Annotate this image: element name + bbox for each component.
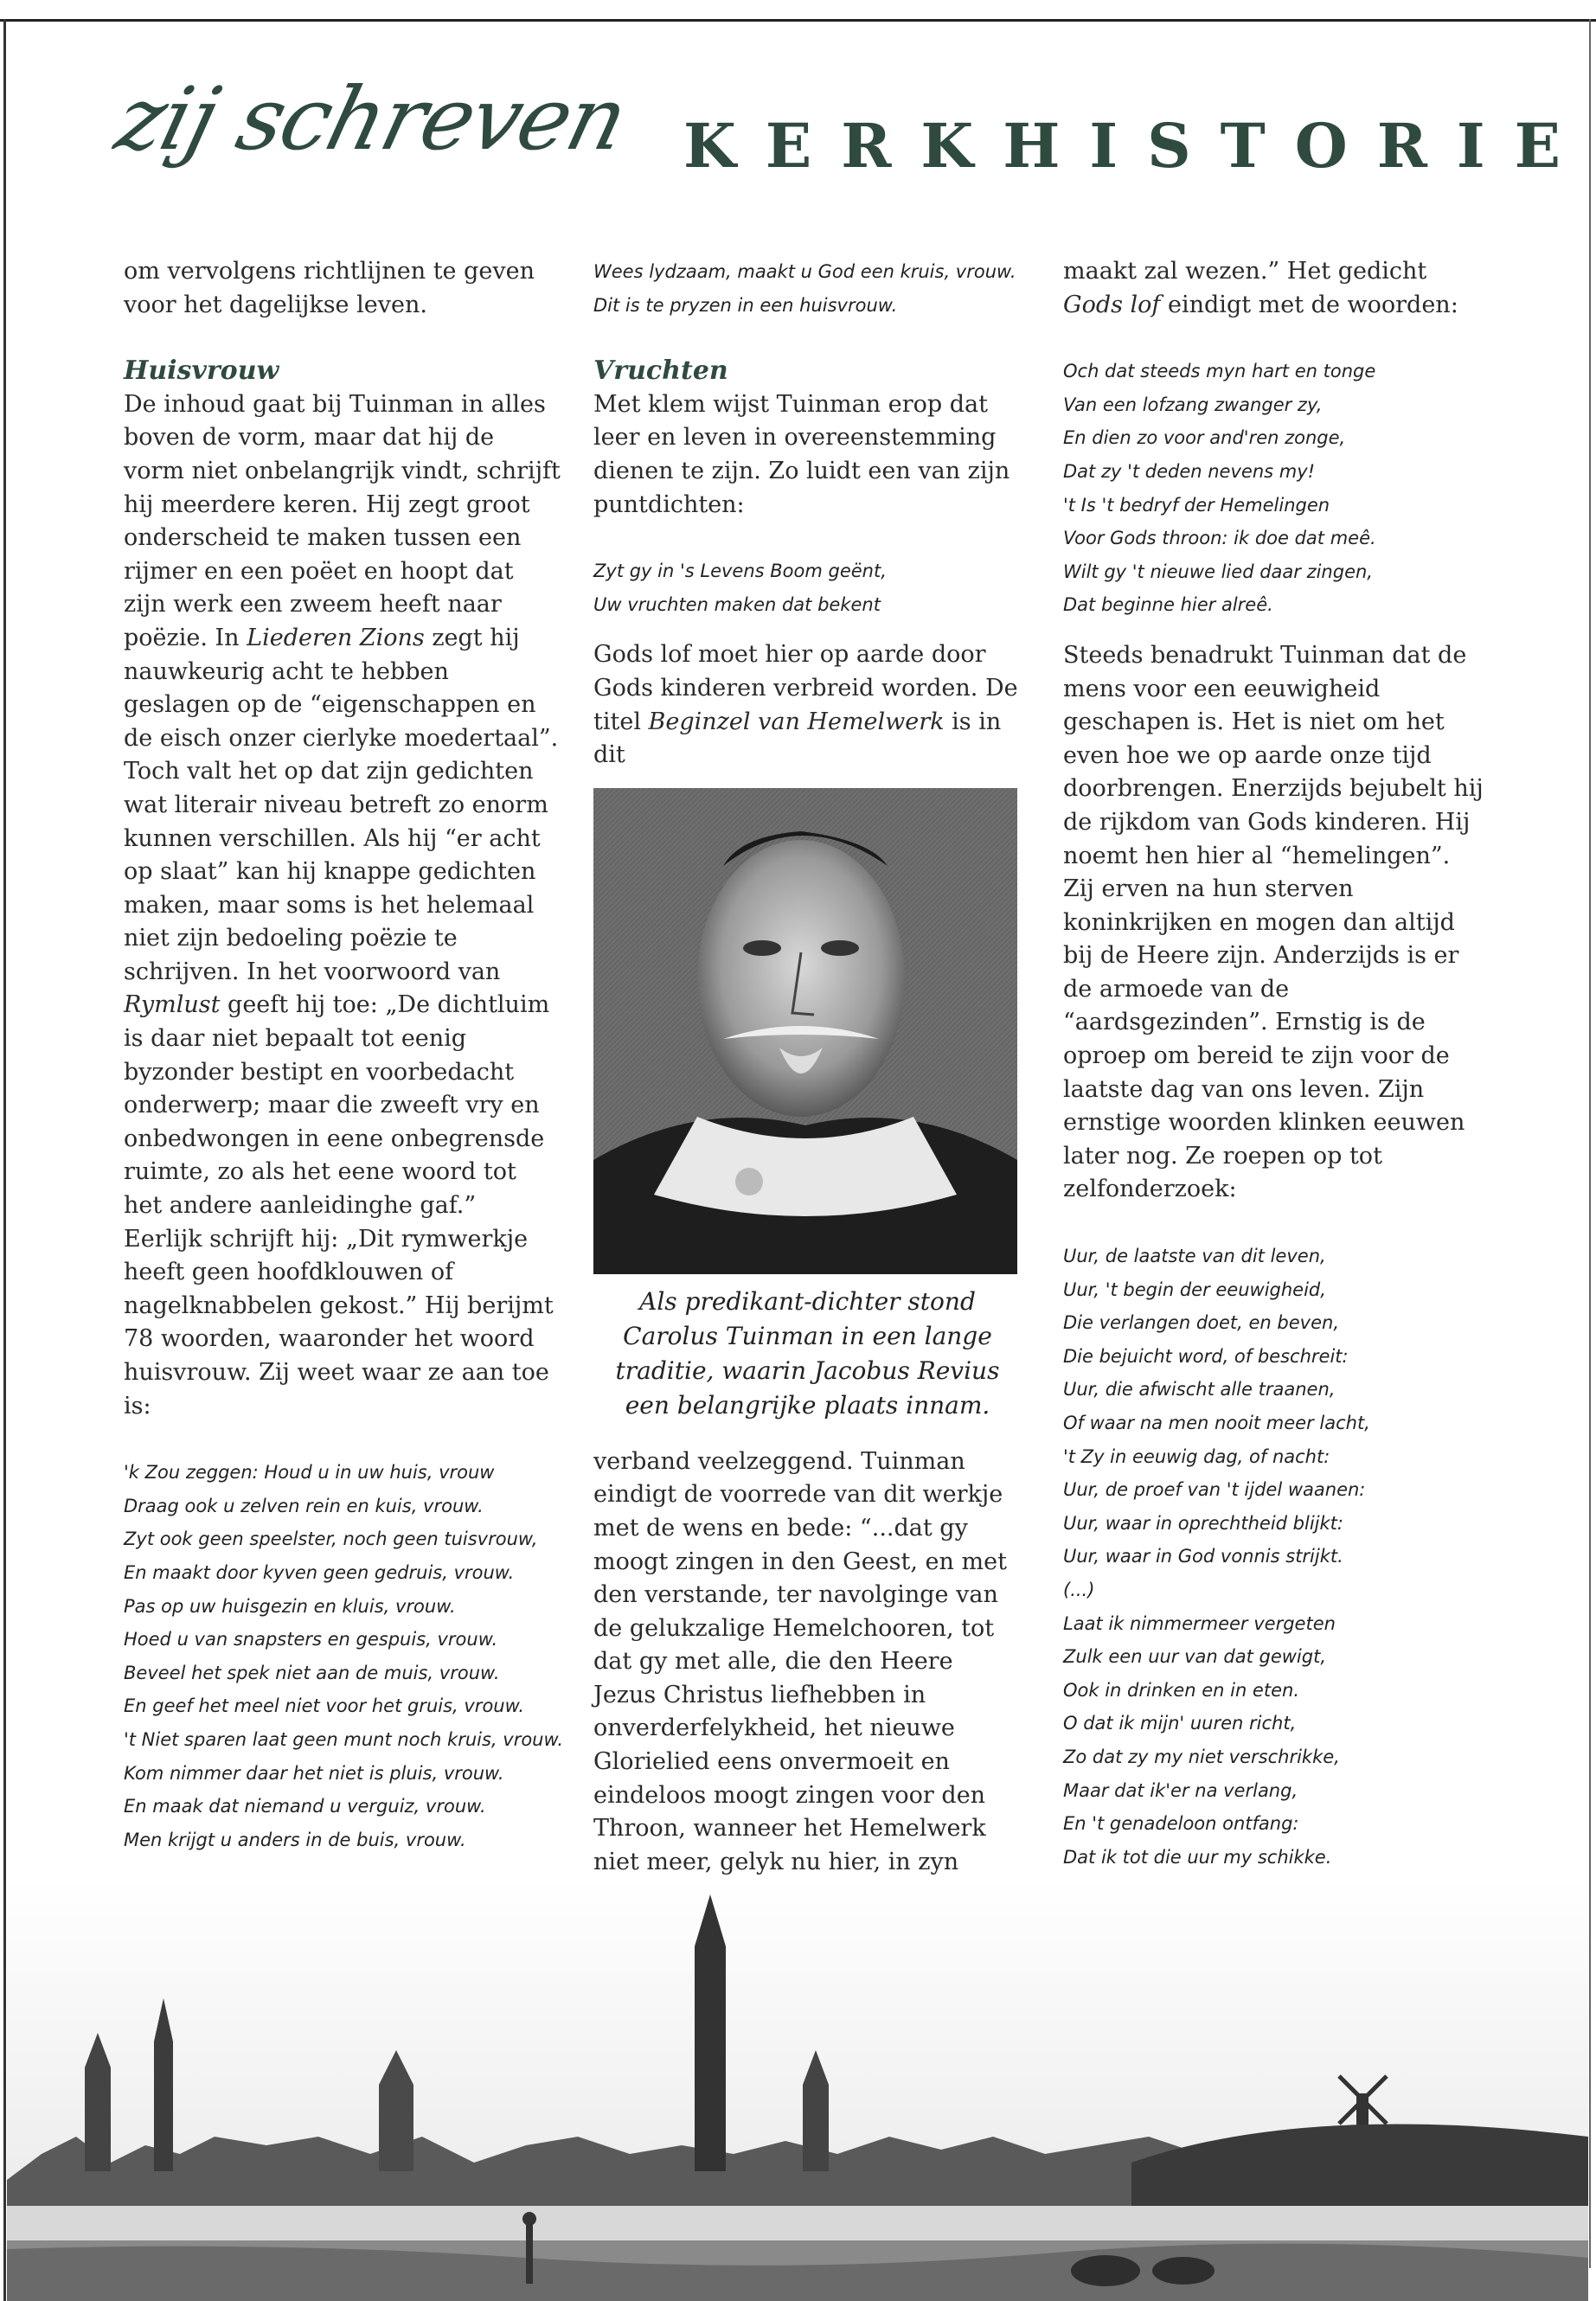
verse-line: Dat zy 't deden nevens my! <box>1063 460 1316 482</box>
verse-line: Die bejuicht word, of beschreit: <box>1063 1345 1349 1367</box>
verse-line: En maak dat niemand u verguiz, vrouw. <box>124 1796 486 1817</box>
verse-line: En 't genadeloon ontfang: <box>1063 1813 1299 1835</box>
paragraph: verband veelzeggend. Tuinman eindigt de voorrede van dit werkje met de wens en bede: “...dat gy moogt zingen in den Geest, en met den verstande, ter navolginge van de gelukzalige Hemelchooren, tot dat gy met alle, die den Heere Jezus Christus liefhebben in onverderfelykheid, het nieuwe Glorielied eens onvermoeit en eindeloos moogt zingen voor den Throon, wanneer het Hemelwerk niet meer, gelyk nu hier, in zyn <box>593 1447 1007 1875</box>
verse-line: Beveel het spek niet aan de muis, vrouw. <box>124 1662 500 1683</box>
verse-line: Men krijgt u anders in de buis, vrouw. <box>124 1829 466 1850</box>
verse-line: Ook in drinken en in eten. <box>1063 1679 1299 1701</box>
verse-line: Dat beginne hier alreê. <box>1063 594 1273 616</box>
verse-line: Wilt gy 't nieuwe lied daar zingen, <box>1063 561 1373 582</box>
verse-line: Kom nimmer daar het niet is pluis, vrouw. <box>124 1762 504 1784</box>
verse-line: Draag ook u zelven rein en kuis, vrouw. <box>124 1495 484 1516</box>
verse-line: Uur, de proef van 't ijdel waanen: <box>1063 1479 1366 1501</box>
portrait-image <box>593 788 1017 1274</box>
verse-line: Die verlangen doet, en beven, <box>1063 1312 1339 1334</box>
verse-line: Zyt ook geen speelster, noch geen tuisvrouw, <box>124 1529 538 1550</box>
paragraph: Toch valt het op dat zijn gedichten wat literair niveau betreft zo enorm kunnen verschillen. Als hij “er acht op slaat” kan hij knappe gedichten maken, maar soms is het helemaal niet zijn bedoeling poëzie te schrijven. In het voorwoord van Rymlust geeft hij toe: „De dichtluim is daar niet bepaalt tot eenig byzonder bestipt en voorbedacht onderwerp; maar die zweeft vry en onbedwongen in eene onbegrensde ruimte, zo als het eene woord tot het andere aanleidinghe gaf.” <box>124 758 550 1220</box>
verse-line: Uur, 't begin der eeuwigheid, <box>1063 1279 1326 1300</box>
left-border <box>3 19 6 2301</box>
paragraph: De inhoud gaat bij Tuinman in alles boven de vorm, maar dat hij de vorm niet onbelangrijk vindt, schrijft hij meerdere keren. Hij zegt groot onderscheid te maken tussen een rijmer en een poëet en hoopt dat zijn werk een zweem heeft naar poëzie. In Liederen Zions zegt hij nauwkeurig acht te hebben geslagen op de “eigenschappen en de eisch onzer cierlyke moedertaal”. <box>124 390 561 752</box>
portrait-engraving <box>593 788 1017 1274</box>
verse-line: Hoed u van snapsters en gespuis, vrouw. <box>124 1629 498 1650</box>
verse-line: 'k Zou zeggen: Houd u in uw huis, vrouw <box>124 1462 495 1484</box>
top-border <box>0 19 1596 22</box>
paragraph: Eerlijk schrijft hij: „Dit rymwerkje heeft geen hoofdklouwen of nagelknabbelen gekost.” Hij berijmt 78 woorden, waaronder het woord huisvrouw. Zij weet waar ze aan toe is: <box>124 1225 554 1420</box>
section-title: KERKHISTORIE <box>683 110 1590 182</box>
verse-line: Dat ik tot die uur my schikke. <box>1063 1846 1332 1868</box>
verse-line: Maar dat ik'er na verlang, <box>1063 1779 1298 1801</box>
verse-line: Uur, waar in oprechtheid blijkt: <box>1063 1512 1343 1534</box>
subheading-vruchten: Vruchten <box>593 356 728 387</box>
poem-continuation <box>593 255 1022 322</box>
poem-huisvrouw <box>124 1456 561 1856</box>
verse-line: Pas op uw huisgezin en kluis, vrouw. <box>124 1595 456 1617</box>
portrait-caption: Als predikant-dichter stond Carolus Tuinman in een lange traditie, waarin Jacobus Revius een belangrijke plaats innam. <box>615 1286 1000 1420</box>
verse-line: Laat ik nimmermeer vergeten <box>1063 1612 1336 1634</box>
intro-paragraph: om vervolgens richtlijnen te geven voor het dagelijkse leven. <box>124 258 535 318</box>
verse-line: Zyt gy in 's Levens Boom geënt, <box>593 561 887 582</box>
verse-line: Uur, die afwischt alle traanen, <box>1063 1379 1336 1400</box>
column-2 <box>593 255 1022 1913</box>
subheading-huisvrouw: Huisvrouw <box>124 356 279 387</box>
verse-line: En dien zo voor and'ren zonge, <box>1063 427 1346 449</box>
verse-line: 't Niet sparen laat geen munt noch kruis, vrouw. <box>124 1728 563 1750</box>
verse-line: En geef het meel niet voor het gruis, vrouw. <box>124 1695 525 1717</box>
verse-line: 't Zy in eeuwig dag, of nacht: <box>1063 1445 1330 1467</box>
paragraph: Gods lof moet hier op aarde door Gods kinderen verbreid worden. De titel Beginzel van Hemelwerk is in dit <box>593 641 1018 769</box>
verse-line: Uur, waar in God vonnis strijkt. <box>1063 1546 1343 1567</box>
verse-line: Uur, de laatste van dit leven, <box>1063 1246 1326 1267</box>
section-script-title: zij schreven <box>106 68 636 170</box>
verse-line: (...) <box>1063 1579 1095 1600</box>
verse-line: Voor Gods throon: ik doe dat meê. <box>1063 528 1376 549</box>
verse-line: Wees lydzaam, maakt u God een kruis, vrouw. <box>593 261 1016 282</box>
column-1 <box>124 255 561 1856</box>
verse-line: 't Is 't bedryf der Hemelingen <box>1063 494 1330 516</box>
verse-line: Van een lofzang zwanger zy, <box>1063 394 1323 415</box>
puntdicht <box>593 554 1022 621</box>
paragraph: Met klem wijst Tuinman erop dat leer en leven in overeenstemming dienen te zijn. Zo luidt een van zijn puntdichten: <box>593 390 1010 518</box>
verse-line: Och dat steeds myn hart en tonge <box>1063 361 1376 382</box>
poem-laatste-uur <box>1063 1240 1487 1940</box>
verse-line: Zo dat zy my niet verschrikke, <box>1063 1746 1340 1767</box>
verse-line: O dat ik mijn' uuren richt, <box>1063 1713 1297 1734</box>
verse-line: Dit is te pryzen in een huisvrouw. <box>593 294 898 316</box>
verse-line: Uw vruchten maken dat bekent <box>593 593 881 615</box>
verse-line: Zulk een uur van dat gewigt, <box>1063 1646 1327 1668</box>
paragraph: Steeds benadrukt Tuinman dat de mens voor een eeuwigheid geschapen is. Het is niet om het even hoe we op aarde onze tijd doorbrengen. Enerzijds bejubelt hij de rijkdom van Gods kinderen. Hij noemt hen hier al “hemelingen”. Zij erven na hun sterven koninkrijken en mogen dan altijd bij de Heere zijn. Anderzijds is er de armoede van de “aardsgezinden”. Ernstig is de oproep om bereid te zijn voor de laatste dag van ons leven. Zijn ernstige woorden klinken eeuwen later nog. Ze roepen op tot zelfonderzoek: <box>1063 641 1484 1203</box>
verse-line: Of waar na men nooit meer lacht, <box>1063 1413 1370 1433</box>
skyline-engraving <box>7 1877 1588 2301</box>
verse-line: En maakt door kyven geen gedruis, vrouw. <box>124 1561 515 1583</box>
paragraph: maakt zal wezen.” Het gedicht Gods lof eindigt met de woorden: <box>1063 258 1458 318</box>
right-border <box>1589 19 1591 2268</box>
column-3 <box>1063 255 1487 1941</box>
city-skyline-illustration <box>7 1877 1588 2301</box>
poem-gods-lof <box>1063 355 1487 622</box>
